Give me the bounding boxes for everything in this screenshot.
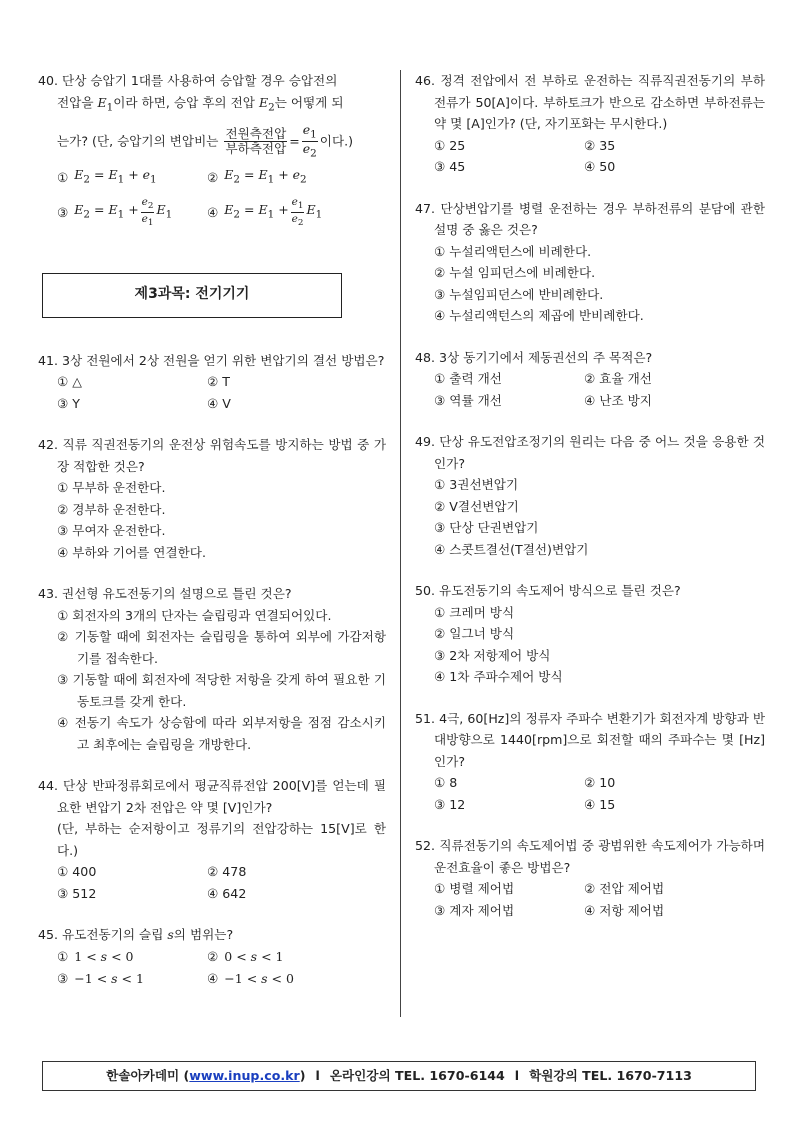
left-column <box>38 70 386 1010</box>
question-43 <box>38 583 386 755</box>
question-40-line-2: 전압을 $E_1$이라 하면, 승압 후의 전압 $E_2$는 어떻게 되 <box>57 94 344 113</box>
option-3[interactable]: ③ 45 <box>434 159 466 174</box>
option-2[interactable]: ② 10 <box>584 775 616 790</box>
question-51-stem: 51. 4극, 60[Hz]의 정류자 주파수 변환기가 회전자계 방향과 반대방향으로 1440[rpm]으로 회전할 때의 주파수는 몇 [Hz]인가? <box>415 710 765 769</box>
option-3[interactable]: ③ $E_2 = E_1$ + $\frac{e_2}{e_1}$ $E_1$ <box>57 195 173 229</box>
question-45-stem: 45. 유도전동기의 슬립 s의 범위는? <box>38 927 234 942</box>
question-43-stem: 43. 권선형 유도전동기의 설명으로 틀린 것은? <box>38 586 292 601</box>
option-2[interactable]: ② 효율 개선 <box>584 371 652 386</box>
option-4[interactable]: ④ 전동기 속도가 상승함에 따라 외부저항을 점점 감소시키고 최후에는 슬립링을 개방한다. <box>57 715 386 752</box>
option-3[interactable]: ③ −1 < s < 1 <box>57 970 144 986</box>
question-40-line-3: 는가? (단, 승압기의 변압비는 $\frac{\text{전원측전압}}{\text{부하측전압}}$ = $\frac{e_1}{e_2}$ 이다.) <box>57 121 354 160</box>
option-3[interactable]: ③ 단상 단권변압기 <box>434 520 539 535</box>
option-1[interactable]: ① 3권선변압기 <box>434 477 519 492</box>
question-49-stem: 49. 단상 유도전압조정기의 원리는 다음 중 어느 것을 응용한 것인가? <box>415 434 765 471</box>
column-divider <box>400 70 401 1017</box>
option-2[interactable]: ② $E_2 = E_1 + e_2$ <box>207 167 307 186</box>
option-1[interactable]: ① $E_2 = E_1 + e_1$ <box>57 167 157 186</box>
option-2[interactable]: ② T <box>207 374 230 389</box>
question-40-options-row-2 <box>38 193 386 233</box>
footer-url-link[interactable]: www.inup.co.kr <box>189 1068 300 1084</box>
option-4[interactable]: ④ 저항 제어법 <box>584 902 665 918</box>
question-42 <box>38 434 386 563</box>
question-40 <box>38 70 386 233</box>
question-47 <box>415 198 765 327</box>
option-4[interactable]: ④ 642 <box>207 885 247 901</box>
option-3[interactable]: ③ 역률 개선 <box>434 392 502 408</box>
question-44-stem: 44. 단상 반파정류회로에서 평균직류전압 200[V]를 얻는데 필요한 변압기 2차 전압은 약 몇 [V]인가? <box>38 778 386 815</box>
option-2[interactable]: ② 35 <box>584 137 616 153</box>
question-46 <box>415 70 765 178</box>
option-1[interactable]: ① 8 <box>434 775 458 790</box>
option-4[interactable]: ④ 난조 방지 <box>584 392 652 408</box>
option-2[interactable]: ② 누설 임피던스에 비례한다. <box>434 265 596 280</box>
option-3[interactable]: ③ 무여자 운전한다. <box>57 523 166 538</box>
footer-online-tel: 온라인강의 TEL. 1670-6144 <box>329 1068 505 1084</box>
footer-separator: l <box>315 1068 320 1084</box>
question-51 <box>415 708 765 816</box>
option-3[interactable]: ③ 기동할 때에 회전자에 적당한 저항을 갖게 하여 필요한 기동토크를 갖게 한다. <box>57 672 386 709</box>
math-e2: $E_2$ <box>258 94 275 113</box>
option-2[interactable]: ② 일그너 방식 <box>434 626 515 641</box>
option-1[interactable]: ① △ <box>57 374 82 389</box>
option-2[interactable]: ② V결선변압기 <box>434 498 519 514</box>
question-41-stem: 41. 3상 전원에서 2상 전원을 얻기 위한 변압기의 결선 방법은? <box>38 352 385 368</box>
option-3[interactable]: ③ 512 <box>57 885 97 901</box>
question-52-stem: 52. 직류전동기의 속도제어법 중 광범위한 속도제어가 가능하며 운전효율이 좋은 방법은? <box>415 838 765 875</box>
section-title-box <box>42 273 342 318</box>
option-1[interactable]: ① 누설리액턴스에 비례한다. <box>434 243 592 259</box>
option-2[interactable]: ② 기동할 때에 회전자는 슬립링을 통하여 외부에 가감저항기를 접속한다. <box>57 629 386 666</box>
option-3[interactable]: ③ 2차 저항제어 방식 <box>434 647 551 663</box>
math-e1: $E_1$ <box>97 94 114 113</box>
option-1[interactable]: ① 회전자의 3개의 단자는 슬립링과 연결되어있다. <box>57 607 332 623</box>
question-42-stem: 42. 직류 직권전동기의 운전상 위험속도를 방지하는 방법 중 가장 적합한 것은? <box>38 437 386 474</box>
option-3[interactable]: ③ 누설임피던스에 반비례한다. <box>434 286 604 302</box>
question-40-line-1: 40. 단상 승압기 1대를 사용하여 승압할 경우 승압전의 <box>38 73 338 88</box>
option-2[interactable]: ② 경부하 운전한다. <box>57 501 166 517</box>
question-50-stem: 50. 유도전동기의 속도제어 방식으로 틀린 것은? <box>415 583 681 598</box>
question-41 <box>38 350 386 415</box>
option-4[interactable]: ④ 50 <box>584 159 616 174</box>
question-44 <box>38 775 386 904</box>
question-48 <box>415 347 765 412</box>
option-4[interactable]: ④ 누설리액턴스의 제곱에 반비례한다. <box>434 308 644 323</box>
question-44-note: (단, 부하는 순저항이고 정류기의 전압강하는 15[V]로 한다.) <box>57 821 386 858</box>
option-1[interactable]: ① 400 <box>57 864 97 879</box>
footer-box: 한솔아카데미 ( www.inup.co.kr ) l 온라인강의 TEL. 1670-6144 l 학원강의 TEL. 1670-7113 <box>42 1061 756 1091</box>
option-4[interactable]: ④ 부하와 기어를 연결한다. <box>57 544 206 560</box>
option-4[interactable]: ④ −1 < s < 0 <box>207 970 294 986</box>
footer-academy: 한솔아카데미 ( <box>106 1068 190 1084</box>
option-2[interactable]: ② 전압 제어법 <box>584 881 665 896</box>
option-4[interactable]: ④ $E_2 = E_1$ + $\frac{e_1}{e_2}$ $E_1$ <box>207 195 323 229</box>
option-1[interactable]: ① 병렬 제어법 <box>434 881 515 896</box>
question-40-options-row-1 <box>38 167 386 189</box>
question-48-stem: 48. 3상 동기기에서 제동권선의 주 목적은? <box>415 349 653 365</box>
option-4[interactable]: ④ 1차 주파수제어 방식 <box>434 669 563 684</box>
option-1[interactable]: ① 출력 개선 <box>434 371 502 386</box>
option-1[interactable]: ① 1 < s < 0 <box>57 948 134 964</box>
option-1[interactable]: ① 25 <box>434 137 466 153</box>
option-3[interactable]: ③ 12 <box>434 796 466 812</box>
option-4[interactable]: ④ 15 <box>584 796 616 812</box>
question-47-stem: 47. 단상변압기를 병렬 운전하는 경우 부하전류의 분담에 관한 설명 중 옳은 것은? <box>415 200 765 237</box>
question-49 <box>415 431 765 560</box>
section-title: 제3과목: 전기기기 <box>134 286 250 303</box>
footer-separator: l <box>514 1068 520 1084</box>
option-2[interactable]: ② 0 < s < 1 <box>207 948 284 964</box>
option-4[interactable]: ④ 스콧트결선(T결선)변압기 <box>434 541 589 557</box>
question-50 <box>415 580 765 688</box>
option-2[interactable]: ② 478 <box>207 864 247 879</box>
right-column <box>415 70 765 941</box>
question-46-stem: 46. 정격 전압에서 전 부하로 운전하는 직류직권전동기의 부하전류가 50[A]이다. 부하토크가 반으로 감소하면 부하전류는 약 몇 [A]인가? (단, 자기포화는 무시한다.) <box>415 73 765 131</box>
option-4[interactable]: ④ V <box>207 395 231 411</box>
question-45 <box>38 924 386 990</box>
question-52 <box>415 835 765 921</box>
ratio-fraction-symbols: $\frac{e_1}{e_2}$ <box>302 121 317 160</box>
option-1[interactable]: ① 무부하 운전한다. <box>57 480 166 495</box>
option-1[interactable]: ① 크레머 방식 <box>434 604 515 620</box>
option-3[interactable]: ③ Y <box>57 395 80 411</box>
ratio-fraction: $\frac{\text{전원측전압}}{\text{부하측전압}}$ <box>225 126 287 156</box>
option-3[interactable]: ③ 계자 제어법 <box>434 902 515 918</box>
footer-offline-tel: 학원강의 TEL. 1670-7113 <box>529 1068 692 1084</box>
